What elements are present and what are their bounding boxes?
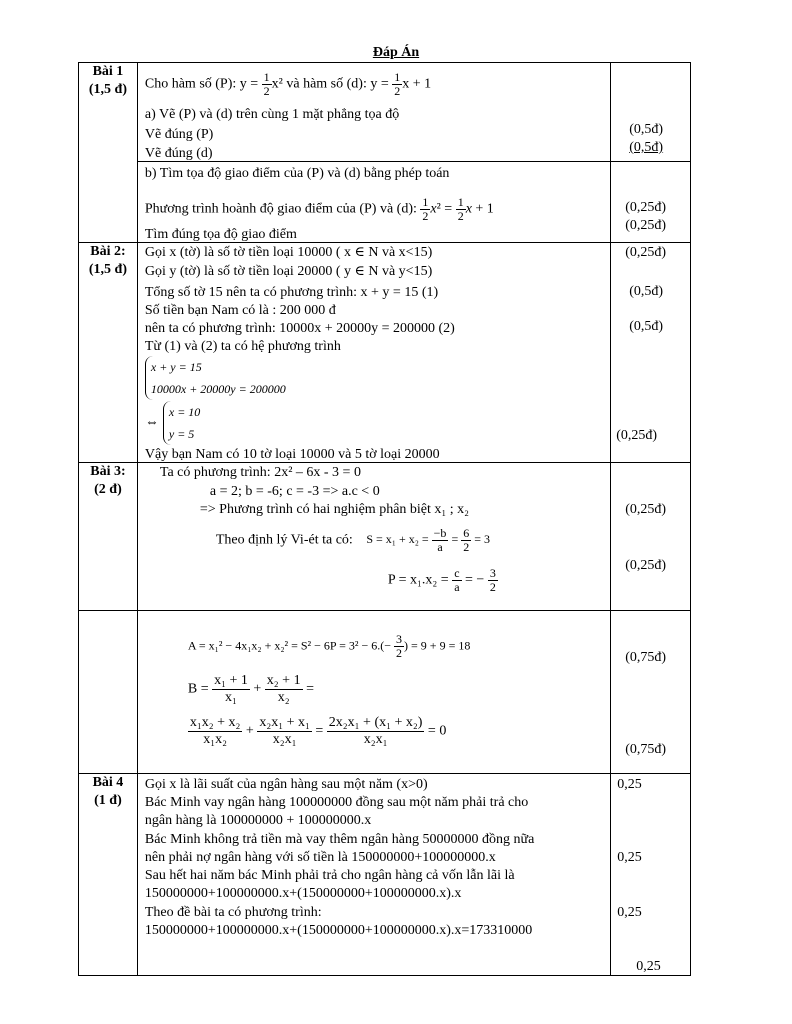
b1-score-3: (0,25đ)	[625, 200, 667, 215]
b2-line-4: Số tiền bạn Nam có là : 200 000 đ	[144, 303, 336, 318]
b1-find: Tìm đúng tọa độ giao điểm	[144, 227, 297, 242]
b2-line-2: Gọi y (tờ) là số tờ tiền loại 20000 ( y ∈ N và y<15)	[144, 264, 433, 279]
b3-label-cell	[79, 463, 138, 611]
b2-line-5: nên ta có phương trình: 10000x + 20000y = 200000 (2)	[144, 321, 455, 336]
b1-a-score	[611, 63, 691, 162]
b1-d-draw: Vẽ đúng (d)	[144, 146, 213, 161]
b1-part-a: a) Vẽ (P) và (d) trên cùng 1 mặt phẳng tọa độ	[144, 107, 400, 122]
b4-score-3: 0,25	[617, 905, 642, 920]
b3-score-1-cell	[611, 463, 691, 611]
b3-score-2-cell	[611, 611, 691, 774]
b2-line-7: Vậy bạn Nam có 10 tờ loại 10000 và 5 tờ loại 20000	[144, 447, 440, 462]
b3-points: (2 đ)	[94, 482, 122, 497]
b1-eq-line: Phương trình hoành độ giao điểm của (P) và (d): $\frac{1}{2}$ x² = $\frac{1}{2}$ x + 1	[144, 195, 494, 223]
b4-line-5: nên phải nợ ngân hàng với số tiền là 150000000+100000000.x	[144, 850, 496, 865]
b2-score	[611, 243, 691, 463]
answer-table	[78, 62, 691, 976]
b2-score-2: (0,5đ)	[629, 284, 664, 299]
b3-line-3: => Phương trình có hai nghiệm phân biệt x₁ ; x₂	[199, 502, 470, 517]
b1-b-content	[137, 162, 610, 243]
b4-label: Bài 4	[92, 775, 124, 790]
b4-line-7: 150000000+100000000.x+(150000000+100000000.x).x	[144, 886, 462, 901]
b4-score-1: 0,25	[617, 777, 642, 792]
b4-line-2: Bác Minh vay ngân hàng 100000000 đồng sau một năm phải trả cho	[144, 795, 529, 810]
b4-score-2: 0,25	[617, 850, 642, 865]
b3-score-1: (0,25đ)	[625, 502, 667, 517]
b3-score-2: (0,25đ)	[625, 558, 667, 573]
b3-content-1	[137, 463, 610, 611]
table-row	[79, 243, 691, 463]
b3-score-4: (0,75đ)	[625, 742, 667, 757]
b3-line-1: Ta có phương trình: 2x² – 6x - 3 = 0	[159, 465, 361, 480]
b4-content	[137, 774, 610, 976]
b1-score-2: (0,5đ)	[629, 140, 664, 155]
page-title: Đáp Án	[372, 45, 420, 60]
b1-score-4: (0,25đ)	[625, 218, 667, 233]
table-row	[79, 63, 691, 162]
b2-score-4: (0,25đ)	[616, 428, 658, 443]
b3-label: Bài 3:	[90, 464, 126, 479]
b2-points: (1,5 đ)	[88, 262, 127, 277]
b1-part-b: b) Tìm tọa độ giao điểm của (P) và (d) bằng phép toán	[144, 166, 450, 181]
b4-score-4: 0,25	[636, 959, 661, 974]
b2-line-1: Gọi x (tờ) là số tờ tiền loại 10000 ( x ∈ N và x<15)	[144, 245, 433, 260]
b3-b-eq: B = $\frac{\text{x₁ + 1}}{\text{x₁}}$ + $\frac{\text{x₂ + 1}}{\text{x₂}}$ =	[187, 673, 314, 705]
b4-label-cell	[79, 774, 138, 976]
b4-line-4: Bác Minh không trả tiền mà vay thêm ngân hàng 50000000 đồng nữa	[144, 832, 535, 847]
b2-label-cell	[79, 243, 138, 463]
b1-score-1: (0,5đ)	[629, 122, 664, 137]
b3-p-eq: P = x₁.x₂ = $\frac{c}{a}$ = − $\frac{3}{2}$	[387, 566, 496, 594]
table-row	[79, 774, 691, 976]
b1-label: Bài 1	[92, 64, 124, 79]
b2-line-3: Tổng số tờ 15 nên ta có phương trình: x + y = 15 (1)	[144, 285, 439, 300]
b2-system-1: x + y = 15 10000x + 20000y = 200000	[145, 356, 286, 400]
b4-points: (1 đ)	[94, 793, 122, 808]
b1-intro: Cho hàm số (P): y = $\frac{1}{2}$ x² và hàm số (d): y = $\frac{1}{2}$ x + 1	[144, 70, 432, 98]
b1-a-content	[137, 63, 610, 162]
b1-p-draw: Vẽ đúng (P)	[144, 127, 214, 142]
b4-line-9: 150000000+100000000.x+(150000000+100000000.x).x=173310000	[144, 923, 533, 938]
b1-label-cell	[79, 63, 138, 243]
b2-score-1: (0,25đ)	[625, 245, 667, 260]
b3-a-eq: A = x₁² − 4x₁x₂ + x₂² = S² − 6P = 3² − 6.(− $\frac{3}{2}$ ) = 9 + 9 = 18	[187, 632, 471, 660]
table-row	[79, 611, 691, 774]
b2-score-3: (0,5đ)	[629, 319, 664, 334]
b3-line-2: a = 2; b = -6; c = -3 => a.c < 0	[209, 484, 380, 499]
b2-system-2: ⇔ x = 10 y = 5	[145, 401, 200, 445]
table-row	[79, 463, 691, 611]
b1-b-score	[611, 162, 691, 243]
b2-line-6: Từ (1) và (2) ta có hệ phương trình	[144, 339, 341, 354]
b2-content	[137, 243, 610, 463]
b4-score	[611, 774, 691, 976]
b2-label: Bài 2:	[90, 244, 126, 259]
b4-line-1: Gọi x là lãi suất của ngân hàng sau một năm (x>0)	[144, 777, 428, 792]
b4-line-6: Sau hết hai năm bác Minh phải trả cho ngân hàng cả vốn lẫn lãi là	[144, 868, 515, 883]
table-row	[79, 162, 691, 243]
b1-points: (1,5 đ)	[88, 82, 127, 97]
b3-empty-label	[79, 611, 138, 774]
b3-line-4: Theo định lý Vi-ét ta có: S = x₁ + x₂ = $\frac{-b}{a}$ = $\frac{6}{2}$ = 3	[215, 526, 490, 554]
b4-line-8: Theo đề bài ta có phương trình:	[144, 905, 322, 920]
b3-b-eq-2: $\frac{\text{x₁x₂ + x₂}}{\text{x₁x₂}}$ + $\frac{\text{x₂x₁ + x₁}}{\text{x₂x₁}}$ = $\frac{\text{2x₂x₁ + (x₁ + x₂)}}{\text{x₂x₁}}$ = 0	[189, 715, 447, 747]
b3-score-3: (0,75đ)	[625, 650, 667, 665]
b4-line-3: ngân hàng là 100000000 + 100000000.x	[144, 813, 372, 828]
b3-content-2	[137, 611, 610, 774]
